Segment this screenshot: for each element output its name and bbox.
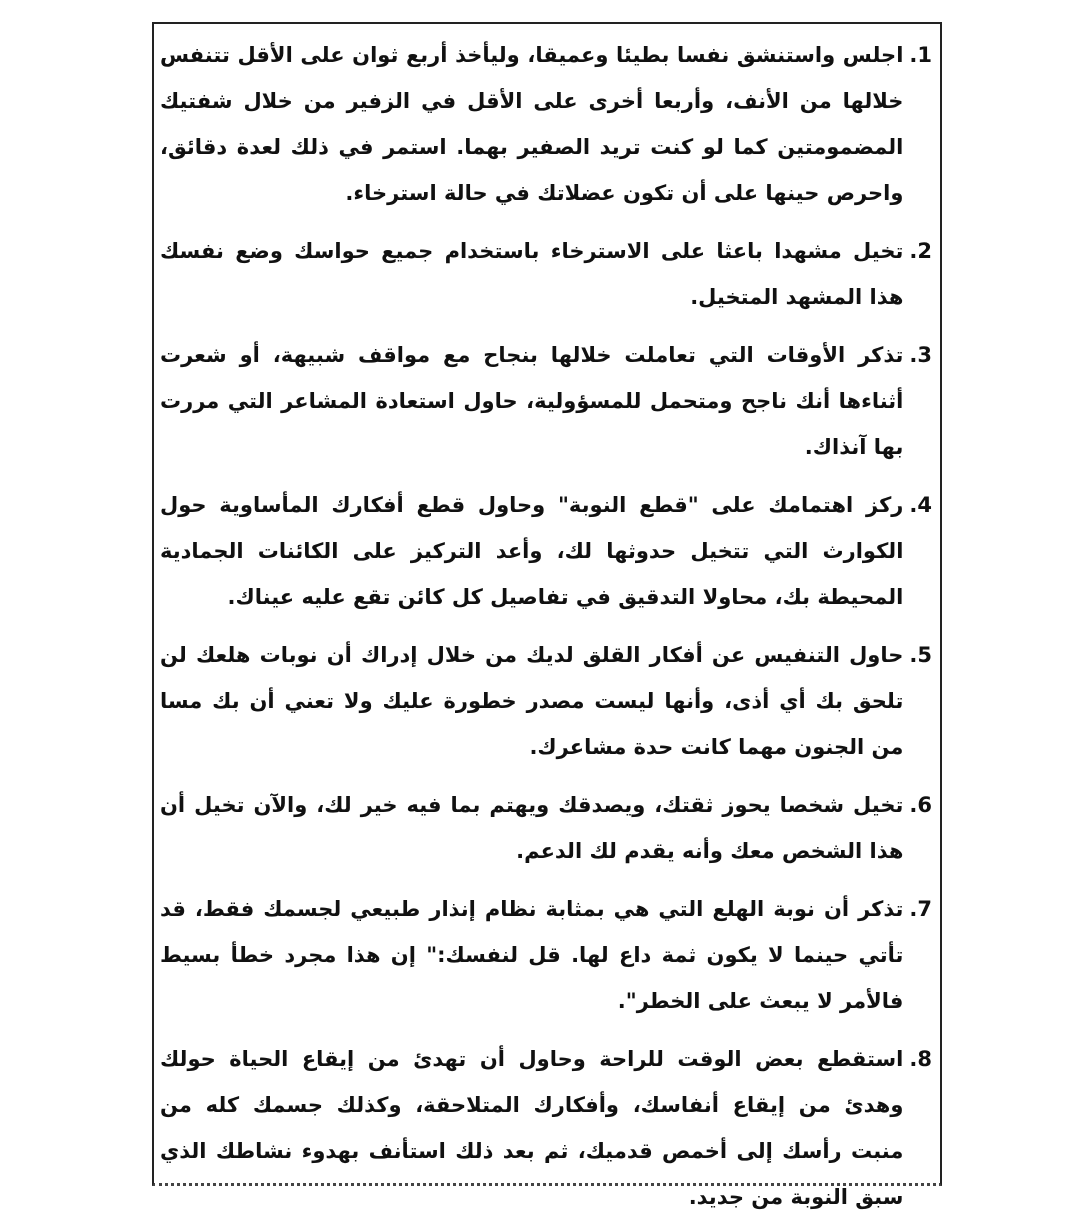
list-item-5 [160, 632, 932, 770]
page-frame [152, 22, 942, 1209]
list-item-1 [160, 32, 932, 216]
item-text: تذكر الأوقات التي تعاملت خلالها بنجاح مع مواقف شبيهة، أو شعرت أثناءها أنك ناجح ومتحمل للمسؤولية، حاول استعادة المشاعر التي مررت بها آنذاك. [160, 343, 904, 459]
list-item-2 [160, 228, 932, 320]
item-text: استقطع بعض الوقت للراحة وحاول أن تهدئ من إيقاع الحياة حولك وهدئ من إيقاع أنفاسك، وأفكارك المتلاحقة، وكذلك جسمك كله من منبت رأسك إلى أخمص قدميك، ثم بعد ذلك استأنف بهدوء نشاطك الذي سبق النوبة من جديد. [160, 1047, 904, 1209]
item-text: تخيل مشهدا باعثا على الاسترخاء باستخدام جميع حواسك وضع نفسك هذا المشهد المتخيل. [160, 239, 904, 309]
list-item-8 [160, 1036, 932, 1220]
item-text: ركز اهتمامك على "قطع النوبة" وحاول قطع أفكارك المأساوية حول الكوارث التي تتخيل حدوثها لك، وأعد التركيز على الكائنات الجمادية المحيطة بك، محاولا التدقيق في تفاصيل كل كائن تقع عليه عيناك. [160, 493, 904, 609]
item-number: 1. [909, 43, 932, 67]
item-number: 6. [909, 793, 932, 817]
item-text: تخيل شخصا يحوز ثقتك، ويصدقك ويهتم بما فيه خير لك، والآن تخيل أن هذا الشخص معك وأنه يقدم لك الدعم. [160, 793, 904, 863]
item-text: تذكر أن نوبة الهلع التي هي بمثابة نظام إنذار طبيعي لجسمك فقط، قد تأتي حينما لا يكون ثمة داع لها. قل لنفسك:" إن هذا مجرد خطأ بسيط فالأمر لا يبعث على الخطر". [160, 897, 904, 1013]
list-item-7 [160, 886, 932, 1024]
item-number: 8. [909, 1047, 932, 1071]
list-item-4 [160, 482, 932, 620]
item-number: 7. [909, 897, 932, 921]
item-number: 5. [909, 643, 932, 667]
item-text: اجلس واستنشق نفسا بطيئا وعميقا، وليأخذ أربع ثوان على الأقل تتنفس خلالها من الأنف، وأربعا أخرى على الأقل في الزفير من خلال شفتيك المضمومتين كما لو كنت تريد الصفير بهما. استمر في ذلك لعدة دقائق، واحرص حينها على أن تكون عضلاتك في حالة استرخاء. [160, 43, 904, 205]
item-number: 3. [909, 343, 932, 367]
instruction-list [154, 32, 940, 1232]
list-item-6 [160, 782, 932, 874]
item-number: 2. [909, 239, 932, 263]
list-item-3 [160, 332, 932, 470]
item-number: 4. [909, 493, 932, 517]
item-text: حاول التنفيس عن أفكار القلق لديك من خلال إدراك أن نوبات هلعك لن تلحق بك أي أذى، وأنها ليست مصدر خطورة عليك ولا تعني أن بك مسا من الجنون مهما كانت حدة مشاعرك. [160, 643, 904, 759]
